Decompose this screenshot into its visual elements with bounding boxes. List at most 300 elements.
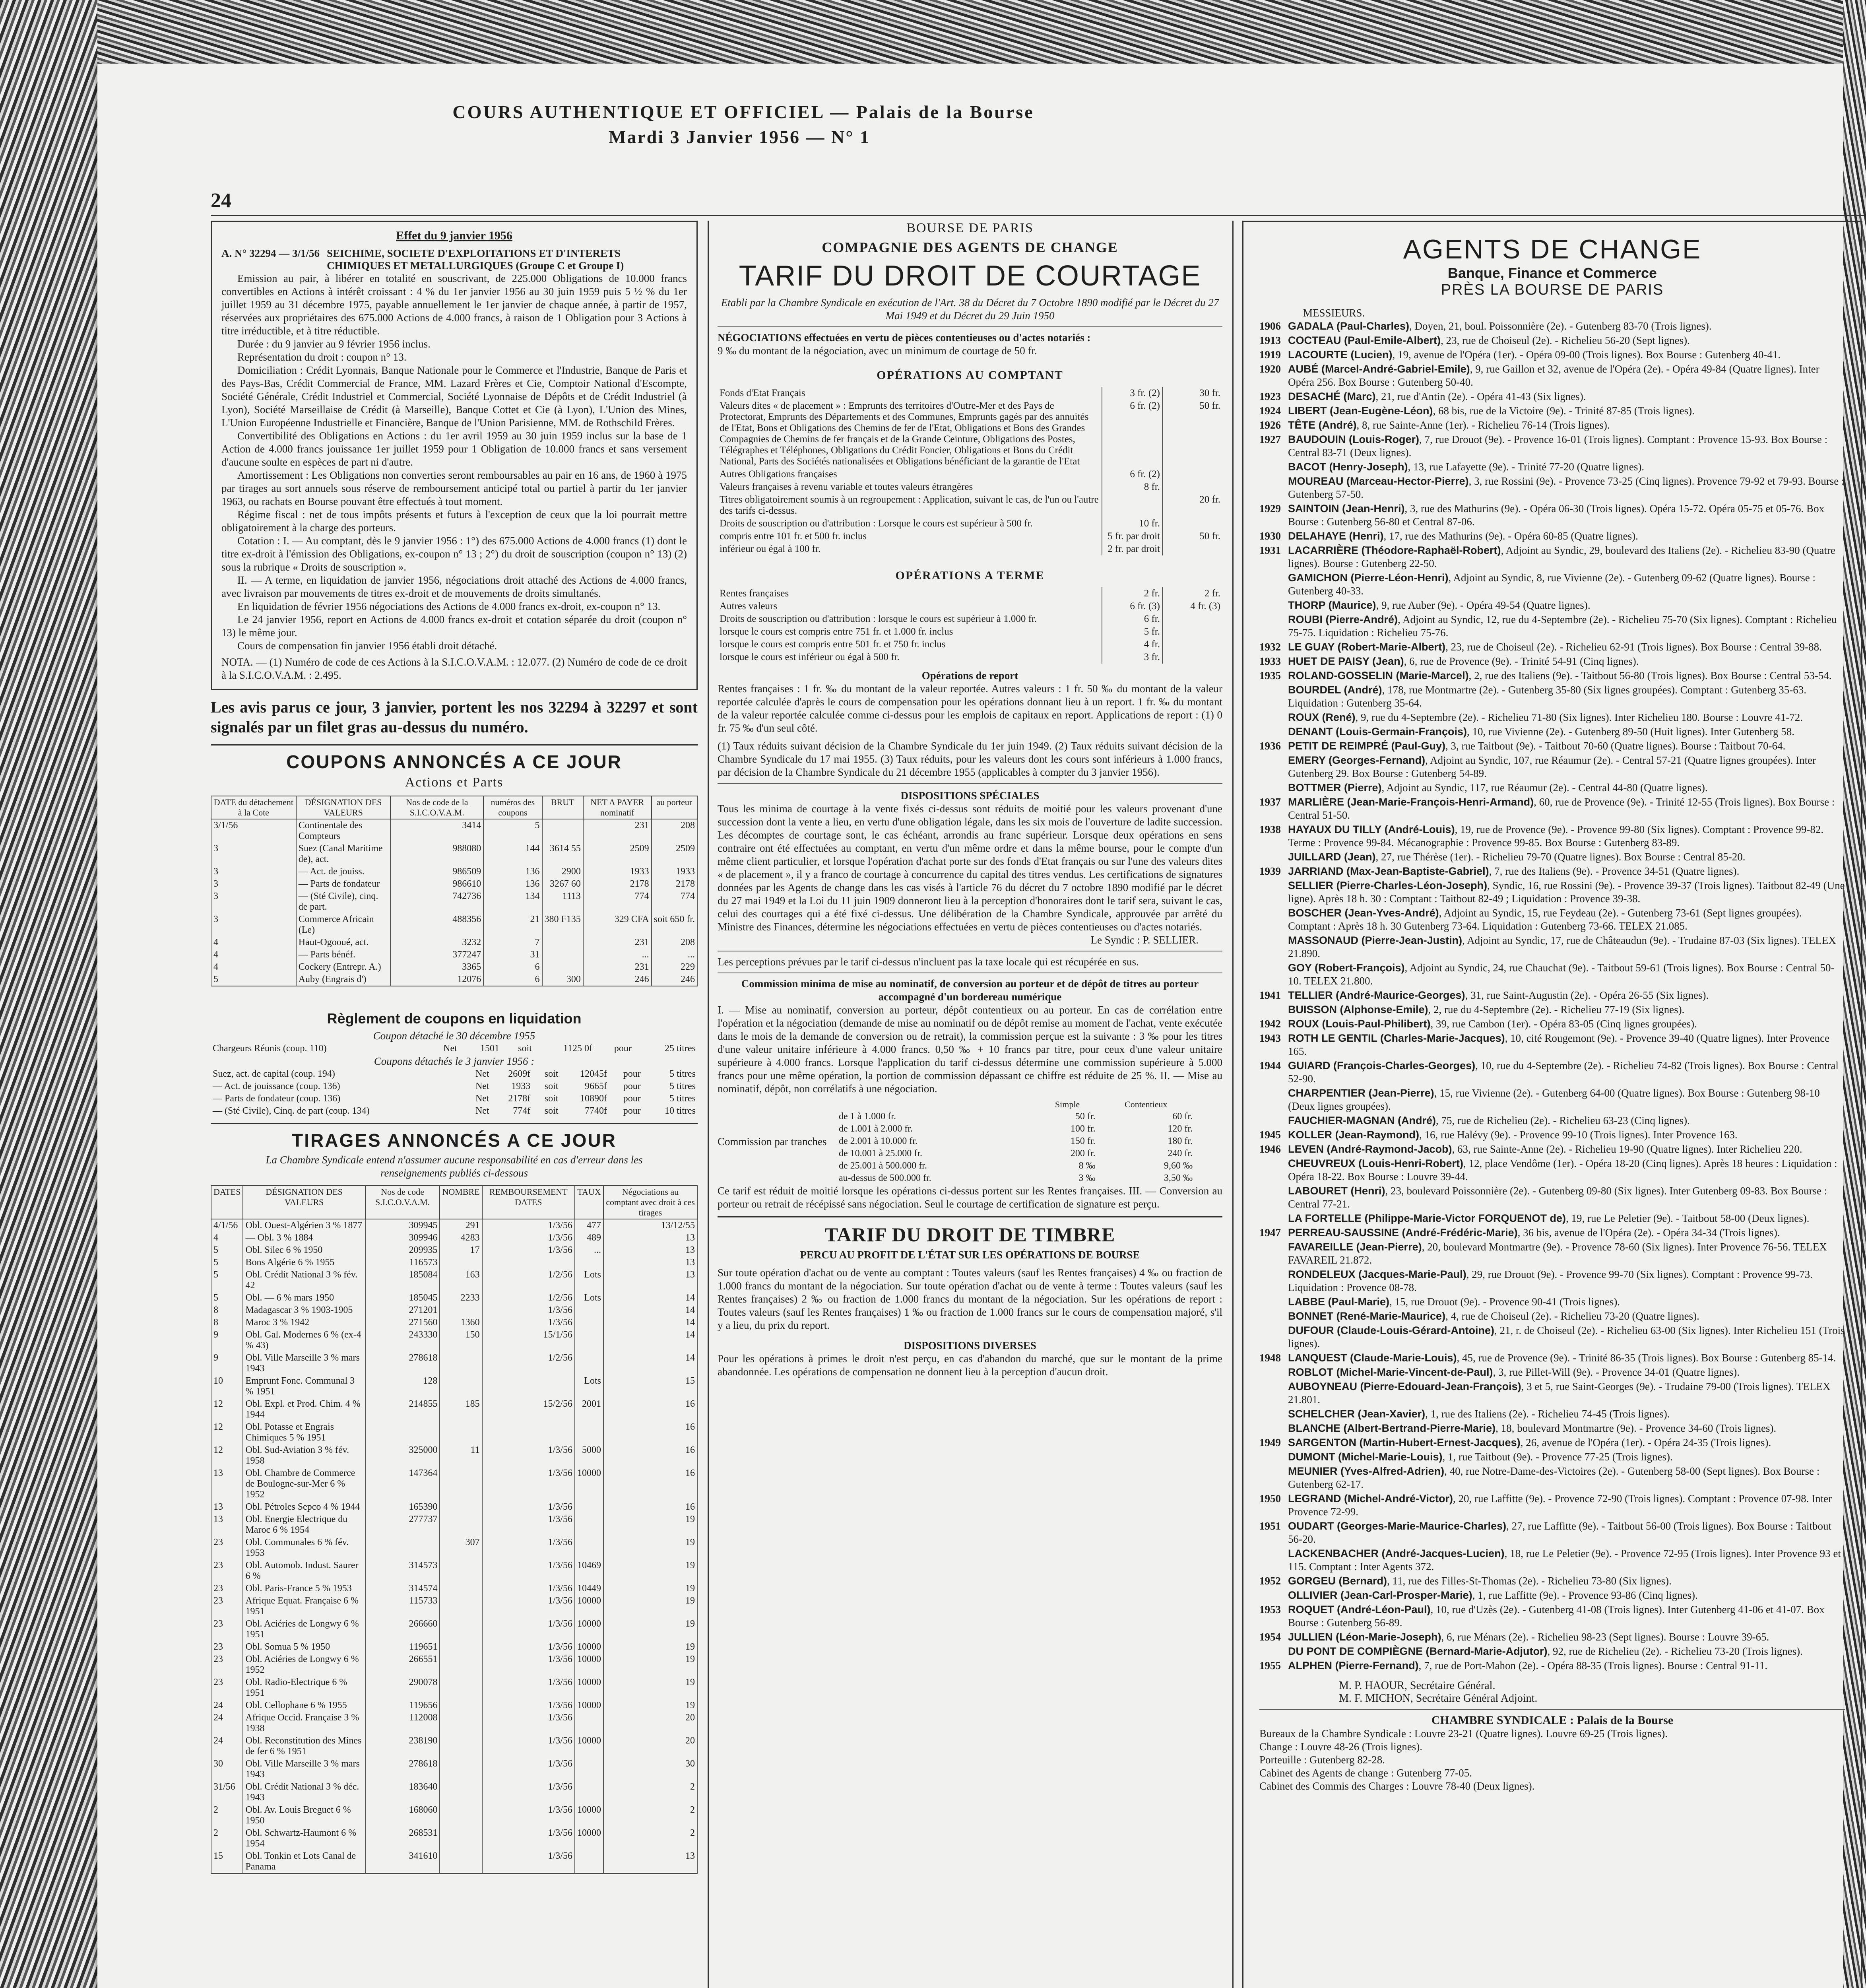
agent-entry: [1259, 1436, 1845, 1449]
tirages-cell: 128: [365, 1375, 440, 1398]
agent-name: GAMICHON (Pierre-Léon-Henri): [1288, 572, 1449, 584]
agent-address: 13, rue Lafayette (9e). - Trinité 77-20 (Quatre lignes).: [1413, 461, 1645, 473]
agent-year: [1259, 1645, 1288, 1658]
coupons-cell: Suez (Canal Maritime de), act.: [296, 843, 391, 866]
agent-separator: ,: [1448, 572, 1453, 584]
agent-address: 20, rue Laffitte (9e). - Provence 72-90 (Trois lignes). Comptant : Provence 07-98. Inter Provence 72-99.: [1288, 1493, 1832, 1518]
agent-name: LANQUEST (Claude-Marie-Louis): [1288, 1352, 1457, 1364]
chambre-line: Cabinet des Commis des Charges : Louvre 78-40 (Deux lignes).: [1259, 1780, 1535, 1792]
timbre-subtitle: PERCU AU PROFIT DE L'ÉTAT SUR LES OPÉRATIONS DE BOURSE: [800, 1249, 1140, 1261]
tirages-cell: Obl. Crédit National 3 % déc. 1943: [243, 1781, 365, 1804]
tirages-cell: 17: [440, 1244, 482, 1256]
tirages-cell: 278618: [365, 1352, 440, 1375]
tarif-cell: lorsque le cours est compris entre 501 fr. et 750 fr. inclus: [720, 639, 946, 650]
agent-name: BUISSON (Alphonse-Emile): [1288, 1004, 1428, 1015]
bourse-de-paris: BOURSE DE PARIS: [906, 221, 1034, 235]
tirages-row: [211, 1329, 697, 1352]
agent-name: DESACHÉ (Marc): [1288, 390, 1376, 402]
liquidation-cell: 2178f: [508, 1093, 531, 1104]
agent-entry: [1259, 1659, 1845, 1672]
agent-name: JUILLARD (Jean): [1288, 851, 1376, 863]
coupons-cell: 6: [483, 973, 542, 986]
tirages-cell: 19: [603, 1653, 697, 1676]
notice-paragraph: II. — A terme, en liquidation de janvier 1956, négociations droit attaché des Actions de 4.000 francs, avec livraison par mouvements de titres ex-droit et de mouvements de droits simultanés.: [221, 574, 687, 599]
tranche-cell: de 10.001 à 25.000 fr.: [839, 1148, 922, 1159]
agent-body: [1288, 725, 1794, 738]
tirages-cell: [440, 1827, 482, 1850]
agent-separator: ,: [1433, 405, 1439, 417]
agent-body: [1288, 1547, 1845, 1573]
agent-entry: [1259, 1184, 1845, 1211]
agent-name: BOURDEL (André): [1288, 684, 1382, 696]
tarif-row: [718, 587, 1222, 600]
tirages-row: [211, 1699, 697, 1712]
tirages-cell: 1/3/56: [482, 1219, 575, 1232]
tirages-cell: 10000: [575, 1699, 603, 1712]
agent-address: 18, rue Le Peletier (9e). - Provence 72-95 (Trois lignes). Inter Provence 93 et 115. Comptant : Inter Agents 372.: [1288, 1547, 1841, 1573]
tirages-row: [211, 1653, 697, 1676]
tranche-cell: 50 fr.: [1075, 1111, 1096, 1122]
agent-name: TÊTE (André): [1288, 419, 1357, 431]
terme-table: [718, 587, 1222, 664]
agent-entry: [1259, 390, 1845, 403]
agent-name: DU PONT DE COMPIÈGNE (Bernard-Marie-Adjutor): [1288, 1645, 1548, 1657]
agent-year: 1913: [1259, 334, 1281, 346]
agent-entry: [1259, 989, 1845, 1002]
agent-address: 39, rue Cambon (1er). - Opéra 83-05 (Cinq lignes groupées).: [1436, 1018, 1697, 1030]
tirages-cell: 23: [211, 1595, 243, 1618]
tirages-cell: 112008: [365, 1712, 440, 1735]
agent-separator: ,: [1489, 865, 1495, 877]
liquidation-cell: 9665f: [584, 1081, 607, 1091]
coupons-cell: 3: [211, 878, 296, 890]
agent-separator: ,: [1452, 1143, 1458, 1155]
agent-separator: ,: [1457, 1352, 1463, 1364]
chambre-line: Porteuille : Gutenberg 82-28.: [1259, 1754, 1385, 1766]
tirages-cell: 19: [603, 1618, 697, 1641]
agent-body: [1288, 683, 1845, 710]
agent-address: 29, rue Drouot (9e). - Provence 99-70 (Six lignes). Comptant : Provence 99-73. Liquidation : Provence 08-78.: [1288, 1268, 1813, 1293]
agent-name: HUET DE PAISY (Jean): [1288, 655, 1404, 667]
tarif-row: [718, 517, 1222, 530]
tirages-cell: 13: [603, 1256, 697, 1269]
coupons-cell: Continentale des Compteurs: [296, 819, 391, 843]
coupons-cell: 208: [652, 819, 697, 843]
agent-entry: [1259, 796, 1845, 822]
tarif-cell: 3 fr.: [1102, 651, 1162, 664]
tarif-cell: 10 fr.: [1102, 517, 1162, 530]
tirages-row: [211, 1304, 697, 1316]
agent-body: [1288, 1059, 1845, 1085]
agent-year: [1259, 725, 1288, 738]
agent-name: EMERY (Georges-Fernand): [1288, 754, 1426, 766]
tirages-cell: 13: [211, 1467, 243, 1501]
tirages-cell: [365, 1421, 440, 1444]
tirages-cell: Obl. Gal. Modernes 6 % (ex-4 % 43): [243, 1329, 365, 1352]
agent-year: 1920: [1259, 363, 1281, 375]
tirages-cell: Obl. Paris-France 5 % 1953: [243, 1582, 365, 1595]
agent-separator: ,: [1442, 1451, 1448, 1463]
tirages-cell: 5000: [575, 1444, 603, 1467]
tirages-cell: [440, 1352, 482, 1375]
coupons-cell: 134: [483, 890, 542, 913]
agent-body: [1288, 348, 1781, 361]
tirages-cell: Obl. Silec 6 % 1950: [243, 1244, 365, 1256]
coupons-cell: 3: [211, 866, 296, 878]
agent-entry: [1259, 823, 1845, 849]
dispositions-title: DISPOSITIONS SPÉCIALES: [900, 790, 1040, 802]
page-header-title: COURS AUTHENTIQUE ET OFFICIEL — Palais de la Bourse: [452, 102, 1034, 122]
tirages-cell: 14: [603, 1304, 697, 1316]
tirages-cell: [440, 1804, 482, 1827]
agent-year: 1939: [1259, 865, 1281, 877]
coupons-cell: 31: [483, 949, 542, 961]
agent-entry: [1259, 1295, 1845, 1309]
agent-separator: ,: [1505, 1032, 1511, 1044]
coupons-cell: 7: [483, 936, 542, 949]
tarif-row: [718, 481, 1222, 493]
agent-address: 8, rue Sainte-Anne (1er). - Richelieu 76-14 (Trois lignes).: [1362, 419, 1610, 431]
agents-sub2: PRÈS LA BOURSE DE PARIS: [1441, 282, 1664, 298]
agent-entry: [1259, 320, 1845, 333]
agent-body: [1288, 1422, 1776, 1435]
agent-name: COCTEAU (Paul-Emile-Albert): [1288, 334, 1441, 346]
agent-name: BACOT (Henry-Joseph): [1288, 461, 1408, 473]
tirages-cell: [575, 1316, 603, 1329]
liquidation-cell: 10 titres: [665, 1106, 696, 1116]
tirages-cell: 1/2/56: [482, 1269, 575, 1292]
tarif-row: [718, 651, 1222, 664]
tirages-cell: Obl. Somua 5 % 1950: [243, 1641, 365, 1653]
agent-separator: ,: [1419, 433, 1425, 445]
notice-ref: A. N° 32294 — 3/1/56: [221, 247, 320, 259]
tirages-row: [211, 1559, 697, 1582]
tirages-row: [211, 1375, 697, 1398]
tirages-row: [211, 1618, 697, 1641]
agent-address: Doyen, 21, boul. Poissonnière (2e). - Gutenberg 83-70 (Trois lignes).: [1414, 320, 1712, 332]
coupons-cell: 774: [652, 890, 697, 913]
coupons-cell: 1113: [542, 890, 583, 913]
tarif-cell: 6 fr.: [1102, 613, 1162, 625]
comptant-title: OPÉRATIONS AU COMPTANT: [877, 369, 1063, 382]
tirages-header-cell: DATES: [211, 1186, 243, 1219]
agent-name: LEVEN (André-Raymond-Jacob): [1288, 1143, 1452, 1155]
agent-name: TELLIER (André-Maurice-Georges): [1288, 989, 1465, 1001]
tarif-cell: [1162, 625, 1222, 638]
tirages-cell: 12: [211, 1398, 243, 1421]
agent-address: 21, rue d'Antin (2e). - Opéra 41-43 (Six lignes).: [1381, 390, 1586, 402]
tirages-cell: 19: [603, 1699, 697, 1712]
tirages-cell: 168060: [365, 1804, 440, 1827]
agent-entry: [1259, 1465, 1845, 1491]
tirages-row: [211, 1595, 697, 1618]
agent-separator: ,: [1445, 1310, 1451, 1322]
agent-body: [1288, 641, 1822, 654]
agent-entry: [1259, 781, 1845, 794]
tirages-cell: 2: [603, 1804, 697, 1827]
agent-name: LA FORTELLE (Philippe-Marie-Victor FORQUENOT de): [1288, 1212, 1566, 1224]
tirages-cell: 19: [603, 1676, 697, 1699]
comptant-table: [718, 387, 1222, 555]
tirages-cell: [575, 1536, 603, 1559]
tirages-row: [211, 1804, 697, 1827]
agent-separator: ,: [1376, 599, 1382, 611]
tirages-cell: 23: [211, 1536, 243, 1559]
tirages-cell: 10000: [575, 1467, 603, 1501]
agent-address: 3, rue Pillet-Will (9e). - Provence 34-01 (Quatre lignes).: [1498, 1366, 1740, 1378]
agent-address: 92, rue de Richelieu (2e). - Richelieu 73-20 (Trois lignes).: [1553, 1645, 1803, 1657]
agent-body: [1288, 1212, 1809, 1225]
agent-entry: [1259, 571, 1845, 598]
coupons-cell: 246: [583, 973, 652, 986]
agent-year: [1259, 1295, 1288, 1309]
tirages-cell: Obl. Ouest-Algérien 3 % 1877: [243, 1219, 365, 1232]
coupons-cell: 3/1/56: [211, 819, 296, 843]
tarif-cell: Titres obligatoirement soumis à un regroupement : Application, suivant le cas, de l'un ou l'autre des tarifs ci-dessus.: [720, 494, 1099, 516]
agent-body: [1288, 1589, 1698, 1602]
liquidation-cell: 10890f: [580, 1093, 607, 1104]
coupons-cell: 1933: [652, 866, 697, 878]
agent-separator: ,: [1439, 907, 1444, 919]
agent-name: GADALA (Paul-Charles): [1288, 320, 1410, 332]
agent-name: ROQUET (André-Léon-Paul): [1288, 1604, 1431, 1615]
commission-title: Commission minima de mise au nominatif, de conversion au porteur et de dépôt de titres au porteur accompagné d'un bordereau numérique: [741, 978, 1199, 1003]
agent-body: [1288, 1351, 1836, 1365]
tirages-cell: 16: [603, 1421, 697, 1444]
notice-paragraph: Durée : du 9 janvier au 9 février 1956 inclus.: [237, 338, 431, 350]
agent-name: MARLIÈRE (Jean-Marie-François-Henri-Armand): [1288, 796, 1534, 808]
marbled-binding-top: [0, 0, 1866, 68]
agent-name: SAINTOIN (Jean-Henri): [1288, 503, 1405, 514]
agent-separator: ,: [1428, 1004, 1434, 1015]
agent-year: [1259, 1366, 1288, 1379]
agent-address: 23, rue de Choiseul (2e). - Richelieu 56-20 (Sept lignes).: [1446, 334, 1690, 346]
agent-name: FAUCHIER-MAGNAN (André): [1288, 1114, 1436, 1126]
tirages-row: [211, 1827, 697, 1850]
agent-year: 1924: [1259, 405, 1281, 417]
agent-separator: ,: [1453, 1493, 1459, 1505]
liquidation-cell: 5 titres: [669, 1081, 696, 1091]
timbre-title: TARIF DU DROIT DE TIMBRE: [824, 1223, 1115, 1246]
agent-name: LEGRAND (Michel-André-Victor): [1288, 1493, 1453, 1505]
tarif-cell: 6 fr. (2): [1102, 468, 1162, 481]
agent-name: LABOURET (Henri): [1288, 1185, 1385, 1197]
tirages-cell: 10449: [575, 1582, 603, 1595]
agent-year: [1259, 1241, 1288, 1267]
agent-body: [1288, 390, 1586, 403]
tirages-cell: [440, 1735, 482, 1758]
tirages-cell: [440, 1676, 482, 1699]
tirages-cell: 1/3/56: [482, 1699, 575, 1712]
tarif-row: [718, 493, 1222, 517]
agent-body: [1288, 1436, 1771, 1449]
agent-separator: ,: [1444, 1465, 1450, 1477]
agent-name: RONDELEUX (Jacques-Marie-Paul): [1288, 1268, 1466, 1280]
agent-entry: [1259, 1603, 1845, 1629]
agent-body: [1288, 419, 1610, 432]
coupons-cell: 329 CFA: [583, 913, 652, 936]
tirages-row: [211, 1444, 697, 1467]
tranche-cell: 9,60 ‰: [1164, 1161, 1193, 1171]
agent-name: DENANT (Louis-Germain-François): [1288, 726, 1467, 738]
tarif-cell: Droits de souscription ou d'attribution : Lorsque le cours est supérieur à 500 fr.: [720, 518, 1033, 529]
tarif-cell: lorsque le cours est inférieur ou égal à 500 fr.: [720, 652, 900, 662]
agent-address: Adjoint au Syndic, 17, rue de Châteaudun (9e). - Trudaine 87-03 (Six lignes). TELEX 21.890.: [1288, 934, 1836, 959]
agent-year: 1932: [1259, 641, 1281, 653]
tirages-cell: 10000: [575, 1653, 603, 1676]
coupons-cell: Auby (Engrais d'): [296, 973, 391, 986]
agent-body: [1288, 1032, 1845, 1058]
tirages-row: [211, 1269, 697, 1292]
agent-year: [1259, 1408, 1288, 1421]
agent-separator: ,: [1425, 754, 1430, 766]
coupons-row: [211, 890, 697, 913]
agent-separator: ,: [1398, 613, 1403, 625]
tirages-cell: 1/3/56: [482, 1653, 575, 1676]
liquidation-table-1: [211, 1043, 698, 1055]
liquidation-cell: 2609f: [508, 1069, 531, 1079]
agent-separator: ,: [1494, 1324, 1500, 1336]
agent-separator: ,: [1404, 503, 1410, 514]
agent-entry: [1259, 1645, 1845, 1658]
tarif-row: [718, 638, 1222, 651]
agent-body: [1288, 599, 1591, 612]
tranche-cell: de 2.001 à 10.000 fr.: [839, 1136, 917, 1146]
tirages-cell: 309946: [365, 1232, 440, 1244]
column-tarifs: [718, 221, 1222, 1988]
tarif-cell: Droits de souscription ou d'attribution : lorsque le cours est supérieur à 1.000 fr.: [720, 613, 1037, 624]
agent-address: Adjoint au Syndic, 107, rue Réaumur (2e). - Central 57-21 (Quatre lignes groupées). Inter Gutenberg 29. Box Bourse : Gutenberg 54-89.: [1288, 754, 1816, 779]
agent-year: 1955: [1259, 1660, 1281, 1672]
tirages-row: [211, 1219, 697, 1232]
syndic-signature: Le Syndic : P. SELLIER.: [1090, 934, 1199, 946]
timbre-text: Sur toute opération d'achat ou de vente au comptant : Toutes valeurs (sauf les Rentes françaises) 4 ‰ ou fraction de 1.000 francs du montant de la négociation. Sur toute opération d'achat ou de vente à terme : Toutes valeurs (sauf les Rentes françaises) 2 ‰ ou fraction de 1.000 francs du montant de la négociation. Sur les opérations de report : Toutes valeurs (sauf les Rentes françaises) 1 ‰ ou fraction de 1.000 francs sur le cours de compensation majoré, s'il y a lieu, du prix du report.: [718, 1267, 1222, 1331]
tirages-cell: Obl. Expl. et Prod. Chim. 4 % 1944: [243, 1398, 365, 1421]
tirages-cell: 5: [211, 1256, 243, 1269]
agent-separator: ,: [1520, 1437, 1526, 1448]
agent-entry: [1259, 599, 1845, 612]
tirages-cell: 23: [211, 1676, 243, 1699]
liquidation-cell: pour: [623, 1081, 641, 1091]
agent-body: [1288, 1128, 1738, 1142]
agent-address: 19, rue de Provence (9e). - Provence 99-80 (Six lignes). Comptant : Provence 99-82. Terme : Provence 99-84. Mécanographie : Provence 99-85. Box Bourse : Gutenberg 83-89.: [1288, 823, 1824, 848]
notice-nota: NOTA. — (1) Numéro de code de ces Actions à la S.I.C.O.V.A.M. : 12.077. (2) Numéro de code de ce droit à la S.I.C.O.V.A.M. : 2.495.: [221, 656, 687, 681]
agent-year: [1259, 1422, 1288, 1435]
tirages-cell: 4283: [440, 1232, 482, 1244]
agent-body: [1288, 334, 1690, 347]
liquidation-cell: Net: [475, 1081, 489, 1091]
tirages-cell: 266551: [365, 1653, 440, 1676]
tirages-cell: 11: [440, 1444, 482, 1467]
tarif-cell: lorsque le cours est compris entre 751 fr. et 1.000 fr. inclus: [720, 626, 953, 637]
column-notices: [211, 221, 698, 1988]
column-divider: [1232, 221, 1234, 1988]
agent-year: 1947: [1259, 1227, 1281, 1239]
tirages-cell: Obl. Energie Electrique du Maroc 6 % 1954: [243, 1513, 365, 1536]
tirages-cell: Obl. Aciéries de Longwy 6 % 1952: [243, 1653, 365, 1676]
agent-name: ROUX (René): [1288, 711, 1356, 723]
agent-year: 1946: [1259, 1143, 1281, 1155]
tirages-cell: 1/3/56: [482, 1444, 575, 1467]
agent-address: 23, rue de Choiseul (2e). - Richelieu 62-91 (Trois lignes). Box Bourse : Central 39-88.: [1451, 641, 1822, 653]
liquidation-cell: 1125 0f: [563, 1043, 592, 1054]
tirages-cell: [440, 1595, 482, 1618]
tirages-cell: 309945: [365, 1219, 440, 1232]
tirages-cell: 10000: [575, 1735, 603, 1758]
tirages-cell: 165390: [365, 1501, 440, 1513]
agent-entry: [1259, 1450, 1845, 1464]
agent-body: [1288, 1310, 1699, 1323]
tirages-cell: [440, 1699, 482, 1712]
agent-separator: ,: [1435, 1114, 1441, 1126]
agent-address: 15, rue Vivienne (2e). - Gutenberg 64-00 (Quatre lignes). Box Bourse : Gutenberg 98-10 (Deux lignes groupées).: [1288, 1087, 1820, 1112]
tirages-row: [211, 1232, 697, 1244]
diverses-text: Pour les opérations à primes le droit n'est perçu, en cas d'abandon du marché, que sur le montant de la prime abandonnée. Les opérations de compensation ne donnent lieu à la perception d'aucun droit.: [718, 1353, 1222, 1378]
liquidation-cell: — Act. de jouissance (coup. 136): [213, 1081, 340, 1091]
tirages-cell: 1360: [440, 1316, 482, 1329]
coupons-cell: 986509: [390, 866, 483, 878]
agent-address: 15, rue Drouot (9e). - Provence 90-41 (Trois lignes).: [1395, 1296, 1620, 1308]
agent-separator: ,: [1517, 1227, 1523, 1239]
agent-address: 11, rue des Filles-St-Thomas (2e). - Richelieu 73-80 (Six lignes).: [1392, 1575, 1672, 1587]
liquidation-cell: pour: [623, 1093, 641, 1104]
agent-name: DUMONT (Michel-Marie-Louis): [1288, 1451, 1443, 1463]
agent-address: 178, rue Montmartre (2e). - Gutenberg 35-80 (Six lignes groupées). Comptant : Gutenberg 35-63. Liquidation : Gutenberg 35-64.: [1288, 684, 1807, 709]
liquidation-sub2: Coupons détachés le 3 janvier 1956 :: [374, 1055, 535, 1067]
tirages-cell: 20: [603, 1712, 697, 1735]
tirages-cell: 1/2/56: [482, 1292, 575, 1304]
tranche-row: [837, 1110, 1195, 1123]
agent-body: [1288, 460, 1644, 474]
agent-address: 10, rue du 4-Septembre (2e). - Richelieu 74-82 (Trois lignes). Box Bourse : Central 52-90.: [1288, 1060, 1839, 1085]
agent-address: 10, rue Vivienne (2e). - Gutenberg 89-50 (Huit lignes). Inter Gutenberg 58.: [1472, 726, 1794, 738]
coupons-row: [211, 973, 697, 986]
liquidation-cell: Net: [475, 1069, 489, 1079]
agent-entry: [1259, 669, 1845, 682]
commission-text: I. — Mise au nominatif, conversion au porteur, dépôt contentieux ou au porteur. En cas de corrélation entre l'opération et la négociation (demande de mise au nominatif ou de dépôt remise au moment de l'achat, vente exécutée dans le mois de la demande de conversion ou de retrait), la commission perçue est la suivante : 3 ‰ pour les titres d'une valeur unitaire inférieure à 4.000 francs. 0,50 ‰ + 10 francs par titre, pour ceux d'une valeur unitaire supérieure à 4.000 francs. Lorsque l'application du tarif ci-dessus détermine une commission supérieure à 5.000 francs pour une même opération, la portion de commission dépassant ce chiffre est réduite de 25 %. II. — Mise au nominatif, dépôt, non corrélatifs à une négociation.: [718, 1004, 1222, 1095]
tirages-cell: Afrique Occid. Française 3 % 1938: [243, 1712, 365, 1735]
agent-year: [1259, 1310, 1288, 1323]
agent-entry: [1259, 363, 1845, 389]
agent-separator: ,: [1521, 1380, 1527, 1392]
agent-year: [1259, 1324, 1288, 1350]
agent-address: 2, rue des Italiens (9e). - Taitbout 56-80 (Trois lignes). Box Bourse : Central 53-54.: [1474, 670, 1832, 681]
tirages-cell: 116573: [365, 1256, 440, 1269]
agent-address: 68 bis, rue de la Victoire (9e). - Trinité 87-85 (Trois lignes).: [1438, 405, 1695, 417]
agent-separator: ,: [1385, 1185, 1391, 1197]
tranche-note: Ce tarif est réduit de moitié lorsque les opérations ci-dessus portent sur les Rentes françaises. III. — Conversion au porteur ou retrait de récépissé sans négociation. Seul le courtage de certification de signature est perçu.: [718, 1185, 1222, 1210]
agent-entry: [1259, 961, 1845, 988]
tranche-cell: 8 ‰: [1078, 1161, 1096, 1171]
tirages-cell: [575, 1513, 603, 1536]
agent-name: ROLAND-GOSSELIN (Marie-Marcel): [1288, 670, 1469, 681]
agent-year: [1259, 460, 1288, 474]
agent-address: 17, rue des Mathurins (9e). - Opéra 60-85 (Quatre lignes).: [1389, 530, 1638, 542]
agent-address: 9, rue Auber (9e). - Opéra 49-54 (Quatre lignes).: [1381, 599, 1591, 611]
liquidation-cell: 5 titres: [669, 1069, 696, 1079]
agent-separator: ,: [1389, 1296, 1395, 1308]
tirages-cell: 1/3/56: [482, 1712, 575, 1735]
coupons-cell: 742736: [390, 890, 483, 913]
agent-body: [1288, 1574, 1672, 1588]
tirages-cell: [440, 1712, 482, 1735]
tirages-cell: 185: [440, 1398, 482, 1421]
agent-name: FAVAREILLE (Jean-Pierre): [1288, 1241, 1422, 1253]
tarif-courtage-title: TARIF DU DROIT DE COURTAGE: [739, 260, 1201, 292]
tirages-cell: 291: [440, 1219, 482, 1232]
tirages-cell: 1/3/56: [482, 1618, 575, 1641]
agent-body: [1288, 502, 1845, 528]
